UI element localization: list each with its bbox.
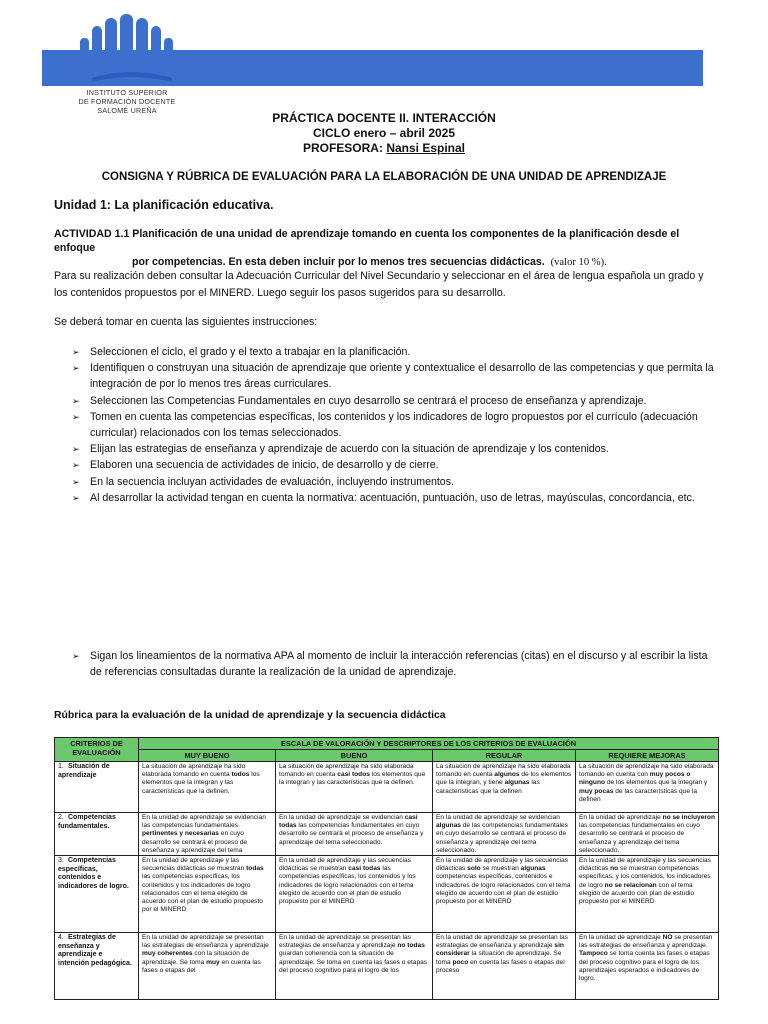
scale-header: ESCALA DE VALORACIÓN Y DESCRIPTORES DE LOS CRITERIOS DE EVALUACIÓN [139, 738, 719, 750]
list-item [72, 457, 722, 473]
descriptor-text: En la unidad de aprendizaje se evidencian las competencias fundamentales pertinentes y necesarias en cuyo desarrollo se centrará el proceso de enseñanza y aprendizaje del tema [142, 814, 266, 854]
descriptor-text: En la unidad de aprendizaje no se incluyeron las competencias fundamentales en cuyo desarrollo se centrará el proceso de enseñanza y aprendizaje del tema seleccionado. [579, 814, 715, 854]
list-item [72, 474, 722, 490]
list-item-text: Sigan los lineamientos de la normativa APA al momento de incluir la interacción referencias (citas) en el discurso y al escribir la lista de referencias consultadas durante la realización de la unidad de aprendizaje. [90, 650, 708, 679]
descriptor-text: La situación de aprendizaje ha sido elaborada tomando en cuenta con muy pocos o ninguno de los elementos que la integran y muy pocas de las características que la definen [579, 763, 714, 803]
arrow-bullet-icon: ➢ [72, 444, 80, 455]
descriptor-text: La situación de aprendizaje ha sido elaborada tomando en cuenta casi todos los elementos que la integran y las características que la definen. [279, 763, 426, 787]
criterion-number: 1. [58, 763, 64, 770]
descriptor-cell [276, 933, 433, 1000]
list-item [72, 441, 722, 457]
rubric-table [54, 737, 719, 1000]
descriptor-text: En la unidad de aprendizaje se presentan las estrategias de enseñanza y aprendizaje sin considerar la situación de aprendizaje. Se toma poco en cuenta las fases o etapas del proceso [436, 934, 568, 974]
list-item [72, 344, 722, 360]
descriptor-cell [576, 856, 719, 933]
level-header-regular: REGULAR [433, 750, 576, 762]
list-item-text: Al desarrollar la actividad tengan en cuenta la normativa: acentuación, puntuación, uso de letras, mayúsculas, concordancia, etc. [90, 491, 695, 504]
professor-name: Nansi Espinal [386, 141, 466, 155]
table-row [55, 933, 719, 1000]
institution-line-2: DE FORMACIÓN DOCENTE [78, 97, 176, 106]
criteria-header: CRITERIOS DE EVALUACIÓN [55, 738, 139, 762]
descriptor-text: En la unidad de aprendizaje se evidencian casi todas las competencias fundamentales en cuyo desarrollo se centrará el proceso de enseñanza y aprendizaje del tema seleccionado. [279, 814, 424, 846]
rubric-body [55, 762, 719, 1000]
arrow-bullet-icon: ➢ [72, 651, 80, 661]
criterion-cell [55, 762, 139, 813]
list-item-text: Elijan las estrategias de enseñanza y aprendizaje de acuerdo con la situación de aprendizaje y los contenidos. [90, 443, 609, 456]
descriptor-text: En la unidad de aprendizaje se presentan las estrategias de enseñanza y aprendizaje muy coherentes con la situación de aprendizaje. Se toma muy en cuenta las fases o etapas del [142, 934, 269, 974]
criterion-label: Competencias específicas, contenidos e indicadores de logro. [58, 857, 129, 890]
descriptor-text: La situación de aprendizaje ha sido elaborada tomando en cuenta todos los elementos que la integran y las características que la definen. [142, 763, 260, 795]
descriptor-cell [576, 762, 719, 813]
institution-line-1: INSTITUTO SUPERIOR [86, 88, 168, 97]
professor-line [0, 141, 768, 156]
descriptor-cell [139, 762, 276, 813]
descriptor-cell [276, 813, 433, 856]
descriptor-cell [276, 856, 433, 933]
cycle-title: CICLO enero – abril 2025 [312, 126, 456, 140]
activity-description [54, 227, 714, 270]
criterion-label: Situación de aprendizaje [58, 763, 110, 779]
descriptor-cell [139, 933, 276, 1000]
activity-value: (valor 10 %). [550, 257, 607, 268]
list-item [72, 490, 722, 506]
criterion-cell [55, 813, 139, 856]
consigna-heading: CONSIGNA Y RÚBRICA DE EVALUACIÓN PARA LA ELABORACIÓN DE UNA UNIDAD DE APRENDIZAJE [101, 171, 667, 183]
descriptor-cell [433, 813, 576, 856]
criterion-number: 3. [58, 857, 64, 864]
arrow-bullet-icon: ➢ [72, 411, 80, 422]
course-title: PRÁCTICA DOCENTE II. INTERACCIÓN [272, 111, 496, 125]
list-item [72, 409, 722, 441]
descriptor-text: En la unidad de aprendizaje se evidencian algunas de las competencias fundamentales en cuyo desarrollo se centrará el proceso de enseñanza y aprendizaje del tema seleccionado. [436, 814, 568, 854]
descriptor-cell [139, 856, 276, 933]
descriptor-cell [433, 856, 576, 933]
criterion-cell [55, 933, 139, 1000]
table-row [55, 762, 719, 813]
institution-logo [78, 12, 186, 90]
intro-paragraph: Para su realización deben consultar la Adecuación Curricular del Nivel Secundario y seleccionar en el área de lengua española un grado y los contenidos propuestos por el MINERD. Luego seguir los pasos sugeridos para su desarrollo. [54, 270, 704, 299]
level-header-muy-bueno: MUY BUENO [139, 750, 276, 762]
criterion-cell [55, 856, 139, 933]
criterion-label: Estrategias de enseñanza y aprendizaje e intención pedagógica. [58, 934, 132, 967]
descriptor-text: En la unidad de aprendizaje se presentan las estrategias de enseñanza y aprendizaje no todas guardan coherencia con la situación de aprendizaje. Se toma en cuenta las fases o etapas del proceso cognitivo para el logro de los [279, 934, 428, 974]
instructions-list [72, 344, 722, 506]
descriptor-cell [576, 933, 719, 1000]
list-item [72, 648, 722, 680]
descriptor-cell [276, 762, 433, 813]
descriptor-text: En la unidad de aprendizaje y las secuencias didácticas solo se muestran algunas competencias específicas, contenidos e indicadores de logro relacionados con el tema elegido de acuerdo con el plan de estudio propuesto por el MINERD [436, 857, 571, 906]
list-item-text: Identifiquen o construyan una situación de aprendizaje que oriente y contextualice el desarrollo de las competencias y que permita la integración de por lo menos tres áreas curriculares. [90, 362, 714, 391]
list-item-text: En la secuencia incluyan actividades de evaluación, incluyendo instrumentos. [90, 475, 454, 488]
list-item-text: Seleccionen el ciclo, el grado y el texto a trabajar en la planificación. [90, 346, 411, 358]
table-row [55, 813, 719, 856]
descriptor-text: En la unidad de aprendizaje NO se presentan las estrategias de enseñanza y aprendizaje. Tampoco se toma cuenta las fases o etapas del proceso cognitivo para el logro de los aprendizajes esperados e indicadores de logro. [579, 934, 713, 983]
criterion-number: 4. [58, 934, 64, 941]
activity-line-1: ACTIVIDAD 1.1 Planificación de una unidad de aprendizaje tomando en cuenta los componentes de la planificación desde el enfoque [54, 228, 680, 254]
descriptor-text: La situación de aprendizaje ha sido elaborada tomando en cuenta algunos de los elementos que la integran, y tiene algunas las características que la definen [436, 763, 572, 795]
list-item [72, 393, 722, 409]
instructions-intro: Se deberá tomar en cuenta las siguientes instrucciones: [54, 316, 318, 328]
descriptor-cell [576, 813, 719, 856]
table-row [55, 856, 719, 933]
descriptor-text: En la unidad de aprendizaje y las secuencias didácticas se muestran todas las competencias específicas, los contenidos y los indicadores de logro relacionados con el tema elegido de acuerdo con el plan de estudio propuesto por el MINERD [142, 857, 264, 914]
list-item-text: Elaboren una secuencia de actividades de inicio, de desarrollo y de cierre. [90, 459, 439, 472]
activity-line-2: por competencias. En esta deben incluir por lo menos tres secuencias didácticas. [132, 256, 545, 268]
criterion-number: 2. [58, 814, 64, 821]
professor-label: PROFESORA: [302, 141, 383, 155]
descriptor-cell [433, 933, 576, 1000]
unit-heading: Unidad 1: La planificación educativa. [54, 198, 274, 212]
rubric-title: Rúbrica para la evaluación de la unidad de aprendizaje y la secuencia didáctica [54, 710, 446, 721]
institution-line-3: SALOMÉ UREÑA [97, 106, 157, 115]
arrow-bullet-icon: ➢ [72, 476, 80, 487]
descriptor-cell [433, 762, 576, 813]
list-item [72, 360, 722, 392]
level-header-requiere-mejoras: REQUIERE MEJORAS [576, 750, 719, 762]
descriptor-cell [139, 813, 276, 856]
arrow-bullet-icon: ➢ [72, 395, 80, 406]
arrow-bullet-icon: ➢ [72, 460, 80, 471]
arrow-bullet-icon: ➢ [72, 363, 80, 374]
descriptor-text: En la unidad de aprendizaje y las secuencias didácticas se muestran casi todas las competencias específicas, los contenidos y los indicadores de logro relacionados con el tema elegido de acuerdo con el plan de estudio propuesto por el MINERD [279, 857, 416, 906]
list-item-text: Tomen en cuenta las competencias específicas, los contenidos y los indicadores de logro propuestos por el currículo (adecuación curricular) relacionados con los temas seleccionados. [90, 410, 698, 440]
list-item-text: Seleccionen las Competencias Fundamentales en cuyo desarrollo se centrará el proceso de enseñanza y aprendizaje. [90, 394, 647, 407]
criterion-label: Competencias fundamentales. [58, 814, 116, 830]
descriptor-text: En la unidad de aprendizaje y las secuencias didácticas no se muestran competencias específicas, y los contenidos, los indicadores de logro no se relacionan con el tema elegido de acuerdo con plan de estudio propuesto por el MINERD [579, 857, 711, 906]
arrow-bullet-icon: ➢ [72, 347, 80, 357]
arrow-bullet-icon: ➢ [72, 492, 80, 503]
level-header-bueno: BUENO [276, 750, 433, 762]
apa-instructions-list [72, 648, 722, 680]
